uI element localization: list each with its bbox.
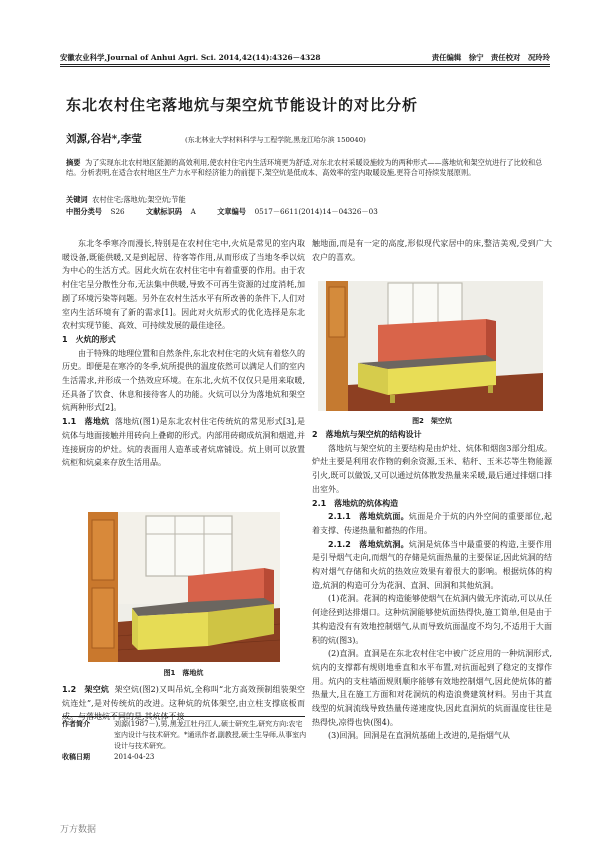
editor-credits: 责任编辑 徐宁 责任校对 况玲玲 bbox=[431, 53, 550, 62]
section-1-2 bbox=[62, 683, 305, 724]
class-value: S26 bbox=[110, 207, 125, 216]
section-1-2-heading: 1.2 架空炕 bbox=[62, 685, 110, 694]
doc-code-value: A bbox=[190, 207, 196, 216]
doc-code-label: 文献标识码 bbox=[146, 207, 182, 216]
author-affiliation: (东北林业大学材料科学与工程学院,黑龙江哈尔滨 150040) bbox=[185, 136, 366, 144]
section-1-1-heading: 1.1 落地炕 bbox=[62, 417, 110, 427]
section-1-2-text: 架空炕(图2)又叫吊炕,全称叫“北方高效预制组装架空炕连灶”,是对传统炕的改进。这种炕的炕体架空,由立柱支撑底板而成。与落地炕不同的是,其炕体不接 bbox=[62, 685, 306, 722]
journal-citation: 安徽农业科学,Journal of Anhui Agri. Sci. 2014,42(14):4326－4328 bbox=[60, 53, 321, 62]
straight-flue-paragraph: (2)直洞。直洞是在东北农村住宅中被广泛应用的一种炕洞形式,炕内的支撑都有规则地垂直和水平布置,对抗面起到了稳定的支撑作用。炕内的支柱墙面规则顺序能够有效地控制烟气,因此使炕体的蓄热量大,且在施工方面和对花洞炕的构造浪费建筑材料。另由于其直线型的炕洞流线导致热量传递速度快,因此直洞炕的炕面温度往往是热得快,凉得也快(图4)。 bbox=[312, 649, 552, 727]
footnote bbox=[62, 719, 307, 763]
flower-flue-paragraph: (1)花洞。花洞的构造能够使烟气在炕洞内做无序流动,可以从任何途径到达排烟口。这种炕洞能够使炕面热得快,施工简单,但是由于其构造没有有效地控制烟气,从而导致炕面温度不均匀,不适用于大面积的炕(图3)。 bbox=[312, 594, 552, 645]
section-2-1-1 bbox=[312, 510, 552, 537]
section-1-1 bbox=[62, 415, 305, 470]
article-number-value: 0517－6611(2014)14－04326－03 bbox=[254, 207, 378, 216]
figure-2-caption: 图2 架空炕 bbox=[412, 417, 452, 425]
paper-title: 东北农村住宅落地炕与架空炕节能设计的对比分析 bbox=[66, 96, 419, 114]
section-1-paragraph: 由于特殊的地理位置和自然条件,东北农村住宅的火炕有着悠久的历史。即便是在寒冷的冬季,炕所提供的温度依然可以满足人们的室内生活需求,并形成一个热效应环境。在东北,火炕不仅仅只是用来取暖,还具备了饮食、休息和接待客人的功能。火炕可以分为落地炕和架空炕两种形式[2]。 bbox=[62, 348, 305, 413]
received-date-label: 收稿日期 bbox=[62, 753, 90, 761]
section-2-paragraph: 落地炕与架空炕的主要结构是由炉灶、炕体和烟囱3部分组成。炉灶主要是利用农作物的剩余资源,玉米、秸秆、玉米芯等生物能源引火,既可以做饭,又可以通过炕体散发热量来采暖,最后通过排烟口排出室外。 bbox=[312, 443, 552, 494]
classification-line bbox=[66, 207, 378, 217]
figure-1-caption: 图1 落地炕 bbox=[163, 669, 204, 677]
abstract-text: 为了实现东北农村地区能源的高效利用,使农村住宅内生活环境更为舒适,对东北农村采暖设施较为的两种形式——落地炕和架空炕进行了比较和总结。分析表明,在适合农村地区生产力水平和经济能力的前提下,架空炕是低成本、高效率的室内取暖设施,更符合可持续发展原则。 bbox=[66, 158, 543, 178]
keywords-text: 农村住宅;落地炕;架空炕;节能 bbox=[92, 195, 186, 204]
section-2-1-2-label: 2.1.2 落地炕炕洞。 bbox=[328, 539, 409, 549]
right-column-top bbox=[312, 237, 552, 264]
abstract bbox=[66, 158, 544, 179]
return-flue-paragraph: (3)回洞。回洞是在直洞炕基础上改进的,是指烟气从 bbox=[328, 731, 510, 741]
header-rule-thin bbox=[60, 66, 550, 67]
section-2-1-1-text: 炕面是介于炕的内外空间的重要部位,起着支撑、传递热量和蓄热的作用。 bbox=[312, 512, 553, 535]
intro-paragraph: 东北冬季寒冷而漫长,特别是在农村住宅中,火炕是常见的室内取暖设备,既能供暖,又是到起居、待客等作用,从而形成了当地冬季以炕为中心的生活方式。因此火炕在农村住宅中有着重要的作用。由于农村住宅呈分散性分布,无法集中供暖,导致不可再生资源的过度消耗,加剧了环境污染等问题。另外在农村生活水平有所改善的条件下,人们对室内生活环境有了新的需求[1]。因此对火炕形式的优化选择是东北农村实现节能、高效、可持续发展的最佳途径。 bbox=[62, 239, 305, 331]
section-2-1-heading: 2.1 落地炕的炕体构造 bbox=[312, 498, 399, 508]
figure-2-illustration bbox=[318, 281, 543, 411]
section-1-1-text: 落地炕(图1)是东北农村住宅传统炕的常见形式[3],是炕体与地面接触并用砖向上叠砌的形式。内部用砖砌成炕洞和烟道,并连接厨房的炉灶。炕的表面用人造革或者炕席铺设。炕上则可以放置炕柜和炕桌来存放生活用品。 bbox=[62, 417, 305, 468]
running-header bbox=[60, 52, 550, 63]
header-rule bbox=[60, 64, 550, 65]
left-column-top bbox=[62, 237, 305, 470]
section-2-1-1-label: 2.1.1 落地炕炕面。 bbox=[328, 512, 409, 522]
keywords-label: 关键词 bbox=[66, 195, 88, 204]
section-2-1-2-text: 炕洞是炕体当中最重要的构造,主要作用是引导烟气走向,而烟气的存储是炕面热量的主要保证,因此炕洞的结构对烟气存储和火炕的热效应效果有着很大的影响。根据炕体的构造,炕洞的构造可分为花洞、直洞、回洞和其他炕洞。 bbox=[312, 539, 553, 590]
left-column-bottom bbox=[62, 683, 305, 724]
footnote-rule bbox=[62, 716, 305, 717]
section-2-heading: 2 落地炕与架空炕的结构设计 bbox=[312, 430, 422, 439]
section-1-heading: 1 火炕的形式 bbox=[62, 334, 116, 344]
figure-2-image bbox=[318, 281, 543, 411]
author-bio-label: 作者简介 bbox=[62, 720, 90, 728]
paper-authors: 刘源,谷岩*,李莹 bbox=[66, 133, 142, 145]
figure-1-image bbox=[88, 512, 280, 662]
database-watermark: 万方数据 bbox=[60, 825, 97, 835]
right-column-bottom bbox=[312, 428, 552, 743]
figure-1-illustration bbox=[88, 512, 280, 662]
class-label: 中图分类号 bbox=[66, 207, 102, 216]
abstract-label: 摘要 bbox=[66, 158, 81, 167]
article-number-label: 文章编号 bbox=[217, 207, 246, 216]
author-bio-text: 刘源(1987－),男,黑龙江牡丹江人,硕士研究生,研究方向:农宅室内设计与技术研究。*通讯作者,副教授,硕士生导师,从事室内设计与技术研究。 bbox=[114, 720, 307, 750]
section-2-1-2 bbox=[312, 538, 552, 593]
continued-paragraph: 触地面,而是有一定的高度,形似现代家居中的床,整洁美观,受到广大农户的喜欢。 bbox=[312, 239, 552, 262]
received-date-value: 2014-04-23 bbox=[114, 753, 155, 761]
keywords bbox=[66, 195, 186, 205]
